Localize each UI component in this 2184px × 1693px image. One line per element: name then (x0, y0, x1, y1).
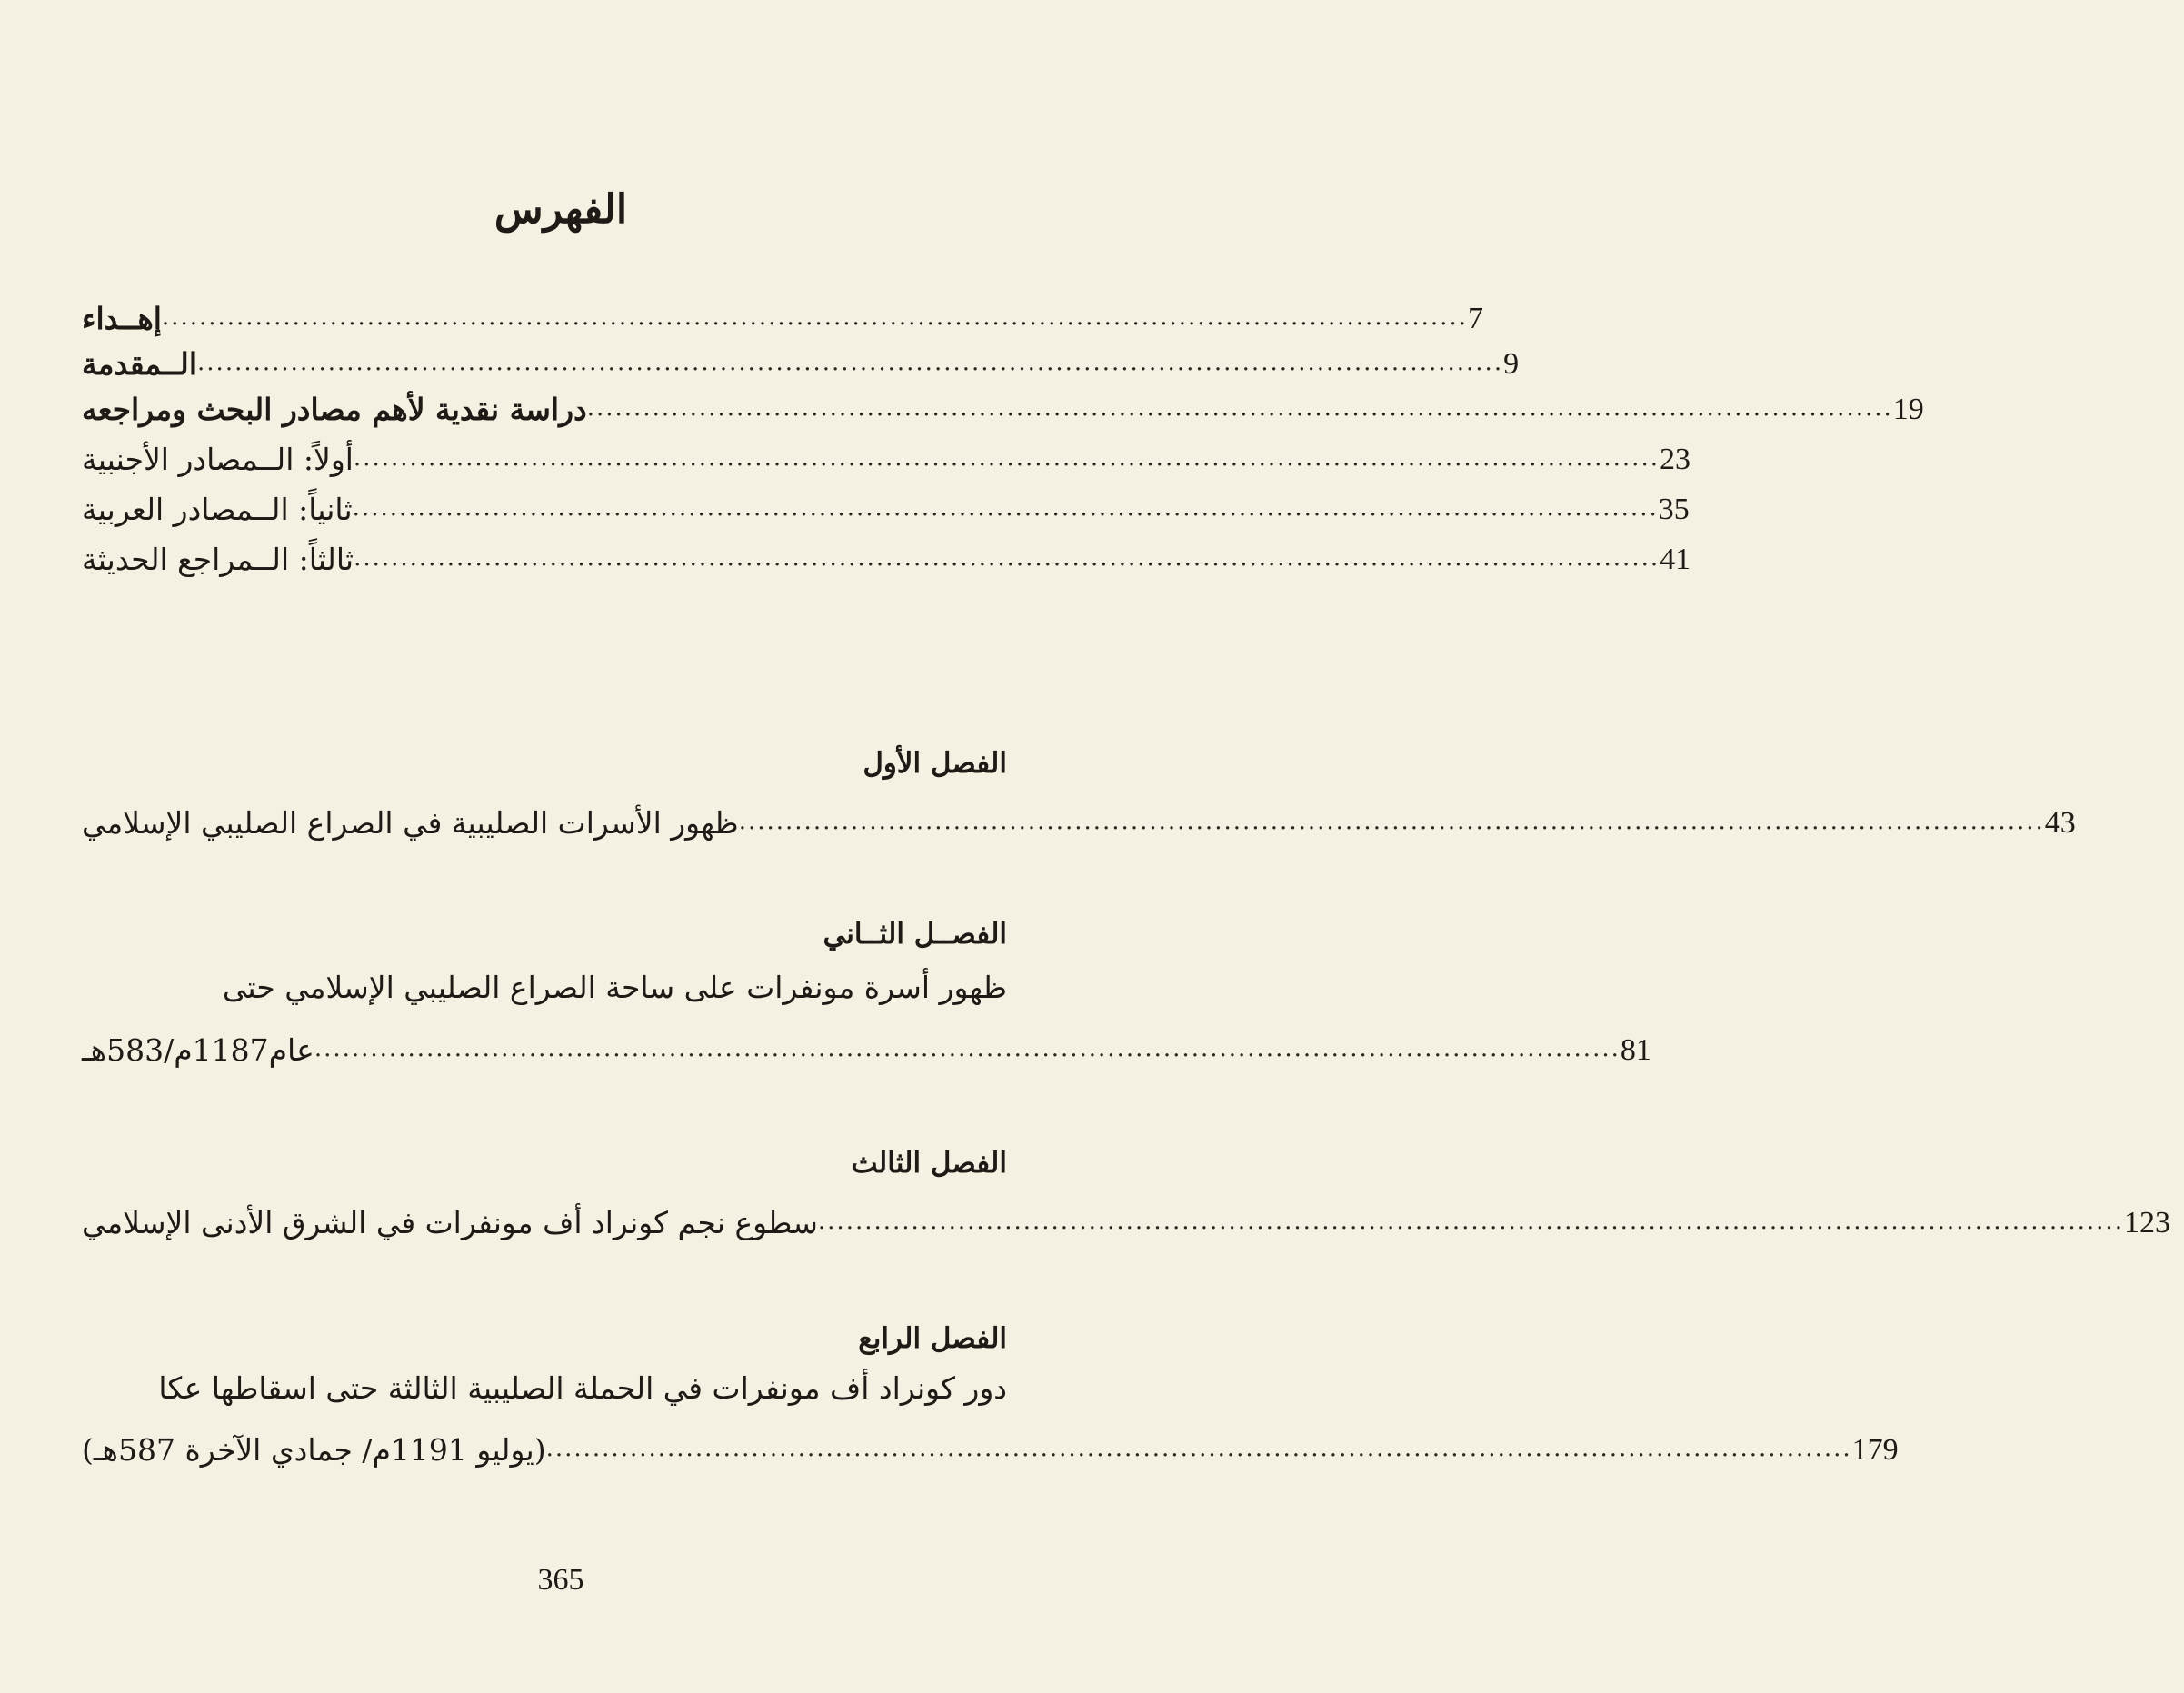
dot-leader: ............................................................................................................................................ (352, 494, 1659, 522)
dot-leader: ............................................................................................................................................ (354, 544, 1660, 572)
toc-entry-chapter-1[interactable] (71, 786, 2076, 841)
toc-entry-arabic-sources[interactable] (71, 473, 1690, 527)
entry-page: 19 (1892, 393, 1924, 426)
toc-entry-chapter-2[interactable] (71, 1013, 1651, 1068)
chapter-2-title-line: ظهور أسرة مونفرات على ساحة الصراع الصليبي الإسلامي حتى (222, 970, 1007, 1005)
entry-title: الــمقدمة (82, 346, 198, 382)
entry-title: إهــداء (82, 301, 162, 336)
dot-leader: ............................................................................................................................................ (817, 1208, 2124, 1235)
dot-leader: ............................................................................................................................................ (197, 349, 1504, 376)
dot-leader: ............................................................................................................................................ (545, 1435, 1852, 1462)
entry-title: أولاً: الــمصادر الأجنبية (82, 442, 354, 477)
toc-entry-chapter-3[interactable] (71, 1186, 2170, 1240)
entry-page: 43 (2044, 806, 2076, 840)
entry-page: 23 (1659, 443, 1690, 476)
toc-entry-foreign-sources[interactable] (71, 423, 1690, 477)
entry-page: 123 (2123, 1206, 2170, 1240)
dot-leader: ............................................................................................................................................ (586, 394, 1893, 422)
page-title: الفهرس (494, 186, 628, 233)
chapter-1-heading: الفصل الأول (863, 747, 1007, 780)
chapter-2-heading: الفصــل الثــاني (823, 918, 1007, 951)
entry-page: 9 (1503, 347, 1520, 381)
page-number: 365 (537, 1563, 584, 1597)
entry-title: سطوع نجم كونراد أف مونفرات في الشرق الأدنى الإسلامي (82, 1205, 818, 1240)
entry-page: 81 (1620, 1033, 1651, 1067)
toc-entry-critical-study[interactable] (71, 373, 1924, 427)
toc-entry-modern-references[interactable] (71, 523, 1691, 577)
entry-page: 179 (1851, 1433, 1899, 1467)
entry-title: عام1187م/583هـ (82, 1032, 314, 1068)
toc-entry-chapter-4[interactable] (71, 1413, 1899, 1468)
entry-title: دراسة نقدية لأهم مصادر البحث ومراجعه (82, 392, 587, 427)
dot-leader: ............................................................................................................................................ (314, 1035, 1621, 1062)
entry-page: 7 (1467, 302, 1483, 335)
dot-leader: ............................................................................................................................................ (161, 304, 1468, 331)
entry-title: ثانياً: الــمصادر العربية (82, 492, 353, 527)
chapter-4-heading: الفصل الرابع (858, 1322, 1007, 1355)
entry-page: 41 (1660, 543, 1691, 576)
entry-title: ثالثاً: الــمراجع الحديثة (82, 542, 354, 577)
dot-leader: ............................................................................................................................................ (353, 444, 1660, 472)
entry-page: 35 (1658, 493, 1690, 526)
chapter-4-title-line: دور كونراد أف مونفرات في الحملة الصليبية الثالثة حتى اسقاطها عكا (158, 1370, 1007, 1406)
entry-title: ظهور الأسرات الصليبية في الصراع الصليبي الإسلامي (82, 805, 739, 841)
dot-leader: ............................................................................................................................................ (738, 808, 2045, 835)
entry-title: (يوليو 1191م/ جمادي الآخرة 587هـ) (82, 1432, 546, 1468)
chapter-3-heading: الفصل الثالث (851, 1147, 1007, 1180)
